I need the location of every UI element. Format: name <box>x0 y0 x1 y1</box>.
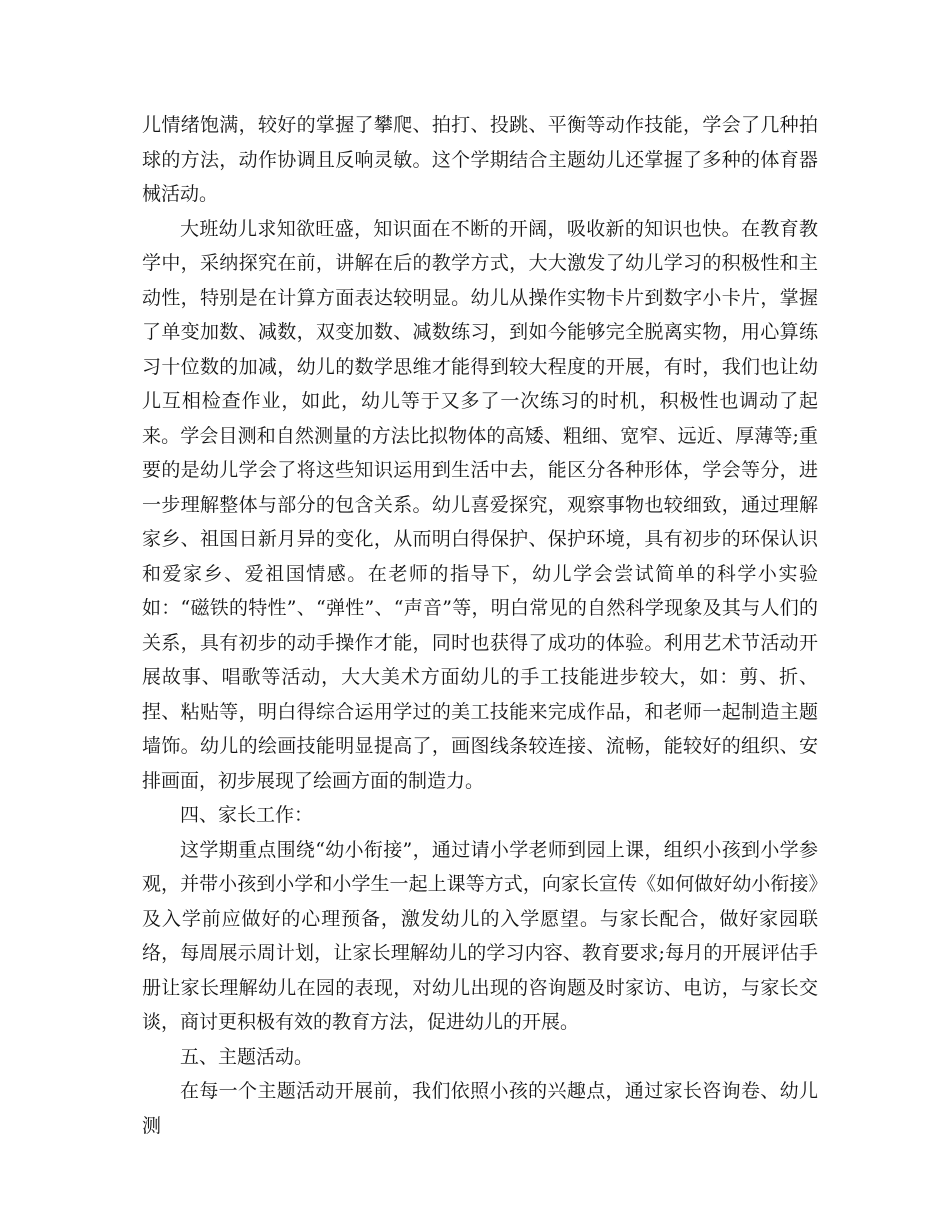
section-heading-parent-work: 四、家长工作： <box>180 804 314 826</box>
paragraph-1: 儿情绪饱满，较好的掌握了攀爬、拍打、投跳、平衡等动作技能，学会了几种拍球的方法，动作协调且反响灵敏。这个学期结合主题幼儿还掌握了多种的体育器械活动。 <box>142 114 818 205</box>
paragraph-3: 这学期重点围绕“幼小衔接”，通过请小学老师到园上课，组织小孩到小学参观，并带小孩到小学和小学生一起上课等方式，向家长宣传《如何做好幼小衔接》及入学前应做好的心理预备，激发幼儿的入学愿望。与家长配合，做好家园联络，每周展示周计划，让家长理解幼儿的学习内容、教育要求;每月的开展评估手册让家长理解幼儿在园的表现，对幼儿出现的咨询题及时家访、电访，与家长交谈，商讨更积极有效的教育方法，促进幼儿的开展。 <box>142 838 818 1033</box>
paragraph-4: 在每一个主题活动开展前，我们依照小孩的兴趣点，通过家长咨询卷、幼儿测 <box>142 1080 818 1137</box>
paragraph-2: 大班幼儿求知欲旺盛，知识面在不断的开阔，吸收新的知识也快。在教育教学中，采纳探究在前，讲解在后的教学方式，大大激发了幼儿学习的积极性和主动性，特别是在计算方面表达较明显。幼儿从操作实物卡片到数字小卡片，掌握了单变加数、减数，双变加数、减数练习，到如今能够完全脱离实物，用心算练习十位数的加减，幼儿的数学思维才能得到较大程度的开展，有时，我们也让幼儿互相检查作业，如此，幼儿等于又多了一次练习的时机，积极性也调动了起来。学会目测和自然测量的方法比拟物体的高矮、粗细、宽窄、远近、厚薄等;重要的是幼儿学会了将这些知识运用到生活中去，能区分各种形体，学会等分，进一步理解整体与部分的包含关系。幼儿喜爱探究，观察事物也较细致，通过理解家乡、祖国日新月异的变化，从而明白得保护、保护环境，具有初步的环保认识和爱家乡、爱祖国情感。在老师的指导下，幼儿学会尝试简单的科学小实验如：“磁铁的特性”、“弹性”、“声音”等，明白常见的自然科学现象及其与人们的关系，具有初步的动手操作才能，同时也获得了成功的体验。利用艺术节活动开展故事、唱歌等活动，大大美术方面幼儿的手工技能进步较大，如：剪、折、捏、粘贴等，明白得综合运用学过的美工技能来完成作品，和老师一起制造主题墙饰。幼儿的绘画技能明显提高了，画图线条较连接、流畅，能较好的组织、安排画面，初步展现了绘画方面的制造力。 <box>142 217 818 792</box>
section-heading-theme-activity: 五、主题活动。 <box>180 1045 314 1068</box>
body-text <box>142 108 818 1143</box>
